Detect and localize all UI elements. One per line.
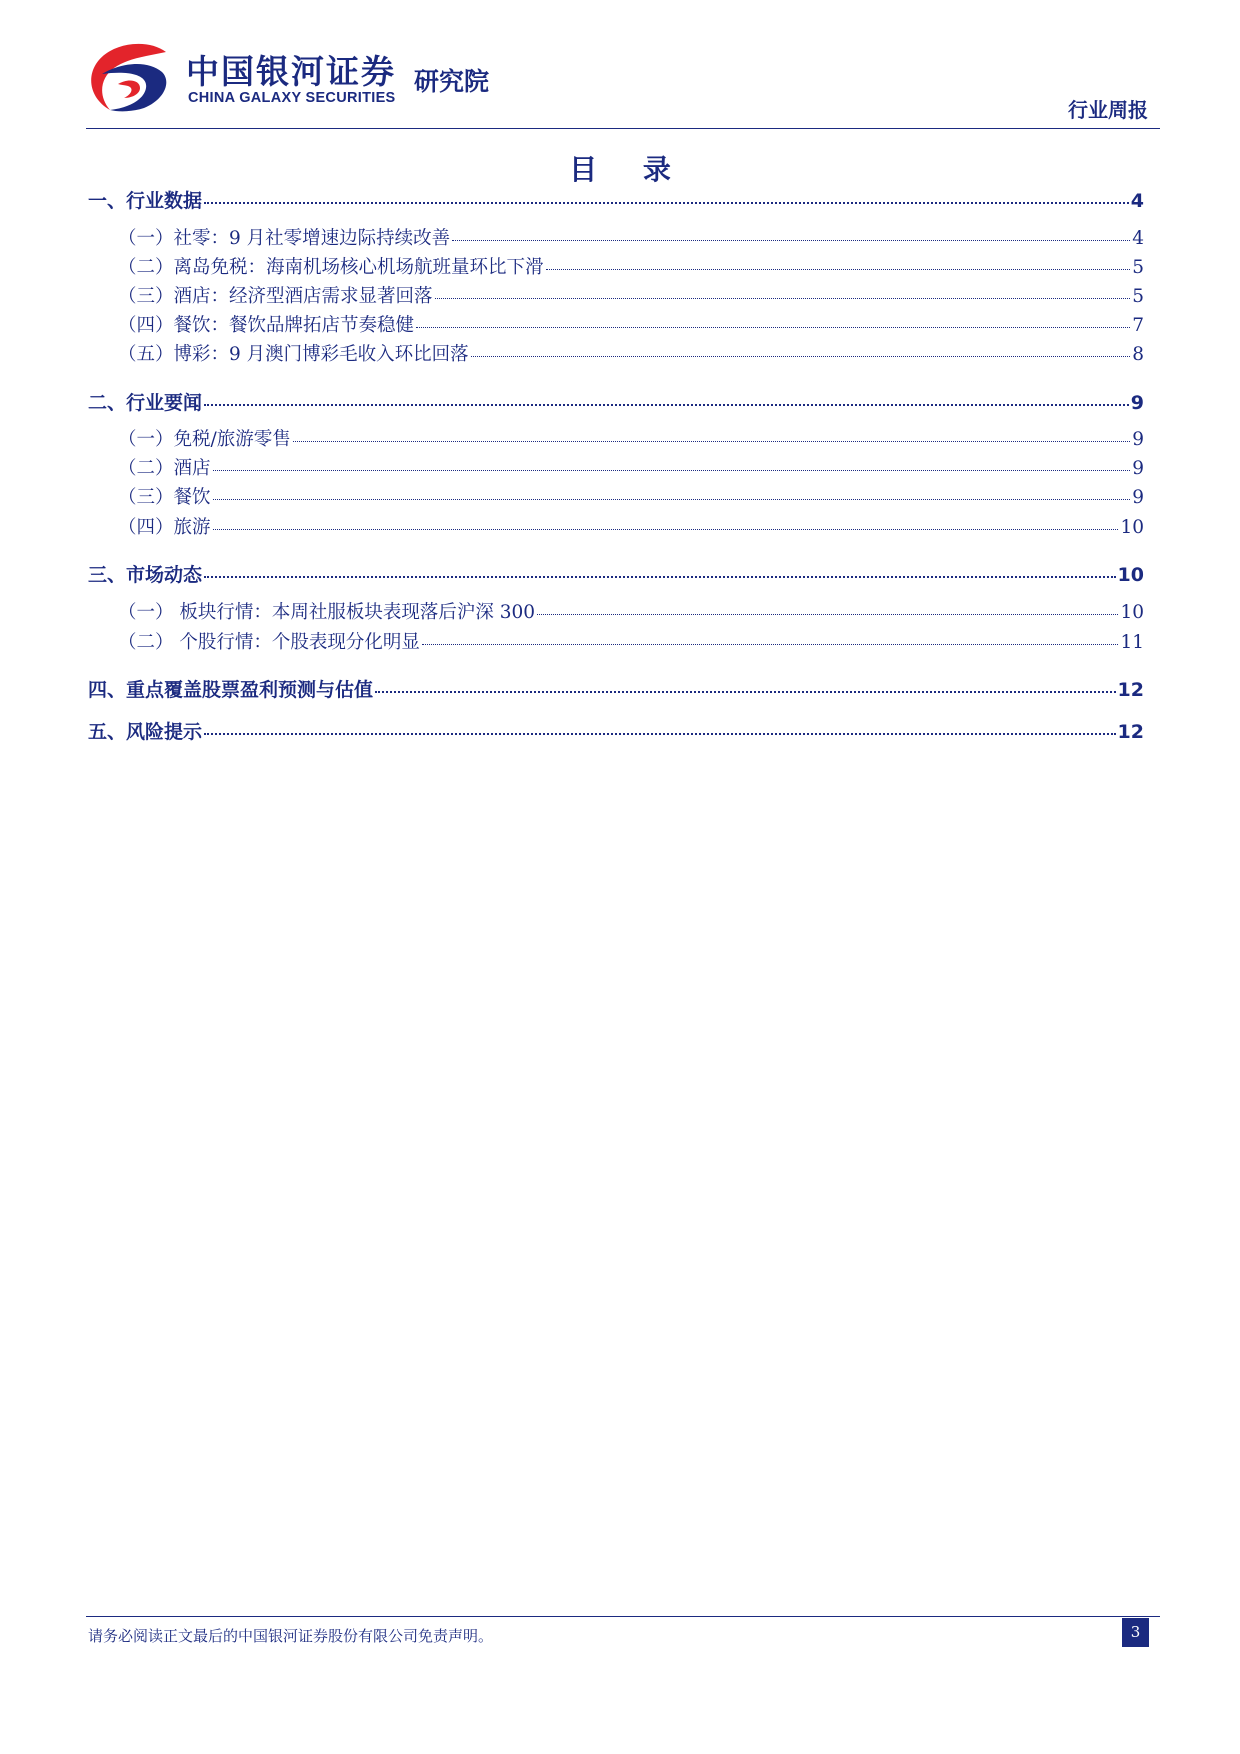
- toc-entry[interactable]: [88, 717, 1144, 745]
- toc-entry-page: 4: [1130, 190, 1144, 212]
- toc-entry-page: 10: [1120, 517, 1144, 538]
- toc-leader: [546, 251, 1131, 271]
- toc-title: 目 录: [569, 153, 689, 186]
- toc-leader: [293, 423, 1130, 443]
- toc-leader: [204, 183, 1129, 204]
- toc-entry-page: 7: [1132, 315, 1144, 336]
- toc-entry-label: （四）旅游: [118, 517, 211, 538]
- toc-leader: [471, 338, 1131, 358]
- toc-entry[interactable]: [88, 388, 1144, 416]
- toc-entry-page: 5: [1132, 257, 1144, 278]
- toc-entry-page: 10: [1117, 564, 1144, 586]
- toc-entry-label: 三、市场动态: [88, 564, 203, 586]
- brand-name-en: CHINA GALAXY SECURITIES: [188, 90, 396, 106]
- footer-divider: [86, 1616, 1160, 1617]
- header-divider: [86, 128, 1160, 129]
- toc-entry-page: 9: [1132, 458, 1144, 479]
- toc-entry[interactable]: [88, 253, 1144, 281]
- page-header: [88, 40, 1160, 130]
- toc-leader: [213, 481, 1131, 501]
- toc-entry-label: （四）餐饮：餐饮品牌拓店节奏稳健: [118, 315, 415, 336]
- toc-leader: [213, 452, 1131, 472]
- toc-entry[interactable]: [88, 628, 1144, 656]
- toc-entry-label: （五）博彩：9 月澳门博彩毛收入环比回落: [118, 344, 469, 365]
- toc-entry[interactable]: [88, 513, 1144, 541]
- toc-entry-page: 12: [1117, 721, 1144, 743]
- toc-entry[interactable]: [88, 675, 1144, 703]
- toc-entry-label: （二）酒店: [118, 458, 211, 479]
- toc-entry[interactable]: [88, 340, 1144, 368]
- toc-entry-page: 10: [1120, 602, 1144, 623]
- toc-entry-label: （一）免税/旅游零售: [118, 429, 291, 450]
- toc-entry[interactable]: [88, 598, 1144, 626]
- toc-entry-page: 9: [1132, 487, 1144, 508]
- toc-entry[interactable]: [88, 282, 1144, 310]
- toc-leader: [204, 385, 1129, 406]
- toc-leader: [537, 596, 1118, 616]
- toc-leader: [204, 557, 1116, 578]
- toc-entry[interactable]: [88, 311, 1144, 339]
- toc-leader: [435, 280, 1131, 300]
- toc-leader: [213, 511, 1119, 531]
- toc-entry-label: （三）餐饮: [118, 487, 211, 508]
- toc-entry-label: （三）酒店：经济型酒店需求显著回落: [118, 286, 433, 307]
- toc-entry[interactable]: [88, 186, 1144, 214]
- toc-entry-page: 8: [1132, 344, 1144, 365]
- toc-entry[interactable]: [88, 425, 1144, 453]
- toc-entry-label: 四、重点覆盖股票盈利预测与估值: [88, 679, 374, 701]
- toc-entry-label: （一）社零：9 月社零增速边际持续改善: [118, 228, 451, 249]
- toc-leader: [375, 672, 1116, 693]
- toc-entry-label: 二、行业要闻: [88, 392, 203, 414]
- toc-entry-label: 五、风险提示: [88, 721, 203, 743]
- toc-leader: [422, 626, 1119, 646]
- galaxy-logo-icon: [88, 40, 172, 114]
- toc-entry-label: （二）离岛免税：海南机场核心机场航班量环比下滑: [118, 257, 544, 278]
- toc-entry-label: 一、行业数据: [88, 190, 203, 212]
- toc-entry-page: 9: [1132, 429, 1144, 450]
- toc-entry-page: 4: [1132, 228, 1144, 249]
- toc-entry[interactable]: [88, 560, 1144, 588]
- toc-entry[interactable]: [88, 483, 1144, 511]
- brand-institute: 研究院: [414, 67, 490, 96]
- toc-leader: [204, 714, 1116, 735]
- toc-entry-page: 12: [1117, 679, 1144, 701]
- page-number: 3: [1122, 1618, 1149, 1647]
- toc-leader: [452, 222, 1130, 242]
- toc-entry-page: 5: [1132, 286, 1144, 307]
- toc-entry-page: 11: [1120, 632, 1144, 653]
- toc-entry-label: （一） 板块行情：本周社服板块表现落后沪深 300: [118, 602, 536, 623]
- footer-disclaimer: 请务必阅读正文最后的中国银河证券股份有限公司免责声明。: [88, 1627, 494, 1645]
- toc-entry[interactable]: [88, 224, 1144, 252]
- toc-entry[interactable]: [88, 454, 1144, 482]
- toc-leader: [416, 309, 1130, 329]
- report-type-label: 行业周报: [1068, 98, 1148, 122]
- toc-entry-label: （二） 个股行情：个股表现分化明显: [118, 632, 420, 653]
- toc-entry-page: 9: [1130, 392, 1144, 414]
- brand-name-cn: 中国银河证券: [186, 52, 396, 91]
